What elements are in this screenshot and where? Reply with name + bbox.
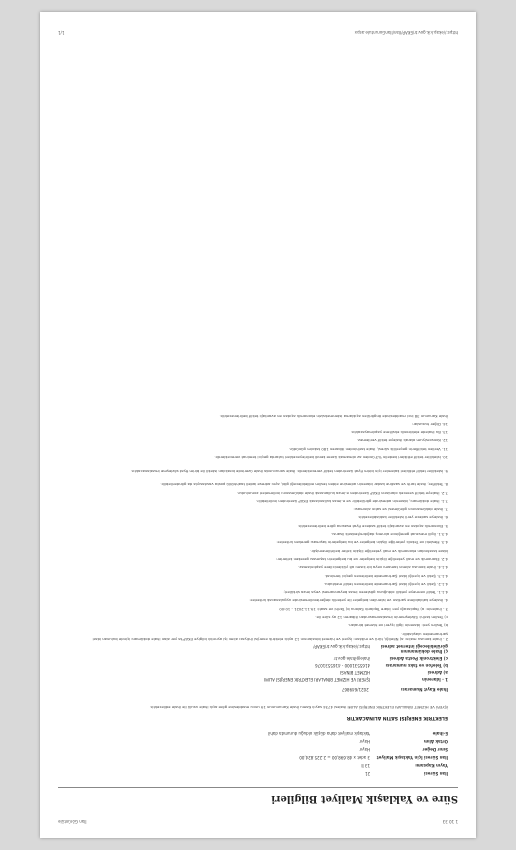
authority-value: İŞYERİ VE HİZMET BİNALARI ELEKTRİK ENERJİSİ ALIMI <box>264 677 370 682</box>
notice-paragraph: 3 - İhalenin: a) Yapılacağı yer: İdare Toplantı Salonu b) Tarihi ve saati: 19.11.2021 - 10:00 <box>279 606 448 612</box>
notice-paragraph: 2 - İhale konusu malın: a) Niteliği, türü ve miktarı: İşyeri ve hizmet binalarının 12 aylık elektrik enerjisi ihtiyacı alımı işi ayrıntılı bilgiye EKAP'ta yer alan ihale dokümanı içinde bulunan idari şartnameden ulaşılabilir. <box>92 631 448 642</box>
info-value: 3 adet x 48.698,00 = 2.225.824,00 <box>299 755 370 760</box>
info-row <box>365 771 448 776</box>
authority-label: a) Adresi <box>427 670 448 675</box>
authority-value: HİZMET BİNASI <box>340 670 370 675</box>
notice-paragraph: 6. İhaleye sadece yerli istekliler katılabilecektir. <box>357 515 448 521</box>
authority-label: ç) İhale dokümanının görülebileceği internet adresi <box>380 644 448 654</box>
info-label: İlan Süresi <box>424 771 448 776</box>
notice-paragraph: 8. Teklifler, ihale tarih ve saatine kadar idarenin adresine elden teslim edilebileceği gibi, aynı adrese iadeli taahhütlü posta vasıtasıyla da gönderilebilir. <box>160 482 448 488</box>
info-value: 21 <box>364 771 370 776</box>
notice-paragraph: İhale Kanunun 38 inci maddesinde öngörülen açıklama istenmeksizin ekonomik açıdan en avantajlı teklif belirlenecektir. <box>219 413 448 419</box>
authority-row <box>340 670 448 675</box>
info-label: Yayın Kapsamı <box>415 763 448 768</box>
notice-paragraph: c) Teslim tarihi: Sözleşmenin imzalanmasından itibaren 12 ay süre ile. <box>315 615 448 621</box>
authority-label: 1 - İdarenin <box>421 677 448 682</box>
notice-paragraph: 4.1.3. Şekli ve içeriği İdari Şartnamede belirlenen geçici teminat. <box>324 573 448 579</box>
notice-paragraph: b) Teslim yeri: İdarenin ilgili işyeri ve hizmet binaları. <box>347 623 448 629</box>
footer-page: 1/1 <box>58 30 65 35</box>
authority-label: b) Telefon ve faks numarası <box>385 663 448 668</box>
notice-paragraph: 7.1. İhale dokümanı, idarenin adresinde görülebilir ve e-imza kullanılarak EKAP üzerinden indirilebilir. <box>256 498 448 504</box>
info-label: Ortak Alım <box>423 739 448 744</box>
info-label: Sınır Değer <box>422 747 448 752</box>
footer-url: https://ekap.kik.gov.tr/EKAP/Ilan/IlanGoruntule.aspx <box>354 30 458 35</box>
notice-paragraph: 5. Ekonomik açıdan en avantajlı teklif sadece fiyat esasına göre belirlenecektir. <box>297 523 448 529</box>
header-page-number: 1 10 33 <box>442 819 458 824</box>
authority-row <box>334 656 448 661</box>
document-page <box>40 12 476 838</box>
notice-paragraph: 14. Diğer hususlar: <box>411 421 448 427</box>
notice-paragraph: 7.2. İhaleye teklif verecek olanların EKAP üzerinden e-imza kullanarak ihale dokümanını indirmeleri zorunludur. <box>237 490 448 496</box>
authority-label: c) Elektronik Posta Adresi <box>389 656 448 661</box>
info-value: Hayır <box>359 739 370 744</box>
header-source: İlan Görüntüle <box>58 819 87 824</box>
notice-paragraph: 9. İstekliler teklif ettikleri kalemler için birim fiyat üzerinden teklif vereceklerdir. İhale sonucunda ihale üzerinde bırakılan istekli ile birim fiyat sözleşme imzalanacaktır. <box>130 468 448 474</box>
authority-row <box>313 644 448 654</box>
info-value: Hayır <box>359 747 370 752</box>
info-value: Yaklaşık maliyet daha düşük olduğu durumda dahil <box>268 731 370 736</box>
notice-paragraph: 4. İhaleye katılabilme şartları ve istenilen belgeler ile yeterlik değerlendirmesinde uygulanacak kriterler: <box>249 598 448 604</box>
info-row <box>361 763 448 768</box>
notice-paragraph: 7. İhale dokümanının görülmesi ve satın alınması: <box>353 507 448 513</box>
notice-paragraph: 13. Bu ihalede elektronik eksiltme yapılmayacaktır. <box>350 430 448 436</box>
authority-value: https://ekap.kik.gov.tr/EKAP/ <box>313 644 370 649</box>
notice-reference: İŞYERİ VE HİZMET BİNALARI ELEKTRİK ENERJİSİ ALIMI ihalesi 4734 sayılı Kamu İhale Kanununun 19 uncu maddesine göre açık ihale usulü ile ihale edilecektir. <box>149 705 448 710</box>
title-divider <box>58 787 458 788</box>
notice-paragraph: 10. İstekliler teklif ettikleri bedelin %3'ünden az olmamak üzere kendi belirleyecekleri tutarda geçici teminat vereceklerdir. <box>214 455 448 461</box>
notice-paragraph: 4.3.1. İlgili mevzuat gereğince alınmış dağıtım/tedarik lisansı. <box>331 532 448 538</box>
info-row <box>359 747 448 752</box>
authority-row <box>315 663 448 668</box>
notice-title: ELEKTRİK ENERJİSİ SATIN ALINACAKTIR <box>346 715 448 720</box>
info-label: İlan Süresi İçin Yaklaşık Maliyet <box>376 755 448 760</box>
info-row <box>359 739 448 744</box>
notice-paragraph: 12. Konsorsiyum olarak ihaleye teklif verilemez. <box>356 438 448 444</box>
authority-value: 4165531000 - 4165531076 <box>315 663 370 668</box>
ikn-value: 2021/649867 <box>341 687 369 692</box>
authority-row <box>264 677 448 682</box>
notice-paragraph: 4.3. Mesleki ve Teknik yeterliğe ilişkin belgeler ve bu belgelerin taşıması gereken kriterler: <box>276 540 448 546</box>
info-row <box>268 731 448 736</box>
ikn-row <box>342 687 448 692</box>
notice-paragraph: 4.1.1. Teklif vermeye yetkili olduğunu gösteren imza beyannamesi veya imza sirküleri; <box>283 590 448 596</box>
notice-paragraph: 11. Verilen tekliflerin geçerlilik süresi, ihale tarihinden itibaren 180 takvim günüdür. <box>289 446 448 452</box>
notice-paragraph: 4.1.4. İhale konusu alımın tamamı veya bir kısmı alt yüklenicilere yaptırılamaz. <box>298 565 448 571</box>
ikn-label: İhale Kayıt Numarası <box>401 687 448 692</box>
info-label: E-ihale <box>432 731 448 736</box>
notice-paragraph: İdare tarafından ekonomik ve mali yeterliğe ilişkin kriter belirtilmemiştir. <box>310 548 448 554</box>
notice-paragraph: 4.1.2. Şekli ve içeriği İdari Şartnamede belirlenen teklif mektubu. <box>323 581 448 587</box>
info-value: 13 İl <box>361 763 370 768</box>
document-title: Süre ve Yaklaşık Maliyet Bilgileri <box>271 793 458 804</box>
authority-value: ihale@ihale.gov.tr <box>333 656 370 661</box>
info-row <box>299 755 448 760</box>
notice-paragraph: 4.2. Ekonomik ve mali yeterliğe ilişkin belgeler ve bu belgelerin taşıması gereken kriterler: <box>275 557 448 562</box>
